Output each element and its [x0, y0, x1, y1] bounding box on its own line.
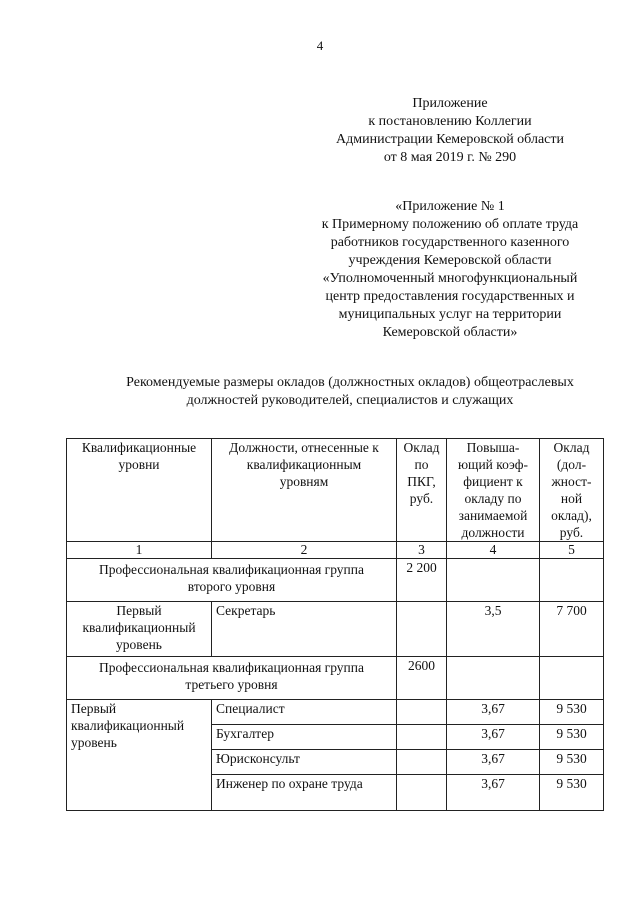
header-positions: Должности, отнесенные к квалификационным уровням	[212, 439, 397, 542]
empty-cell	[397, 725, 447, 750]
title-line: должностей руководителей, специалистов и служащих	[186, 393, 514, 408]
salary-table	[66, 438, 604, 811]
position-name: Бухгалтер	[212, 725, 397, 750]
empty-cell	[397, 602, 447, 657]
salary-value: 9 530	[540, 775, 604, 811]
group-pkg-salary: 2 200	[397, 559, 447, 602]
appendix-line: Приложение	[412, 96, 488, 111]
table-header-row	[67, 439, 604, 542]
coefficient-value: 3,67	[447, 775, 540, 811]
group-pkg-salary: 2600	[397, 657, 447, 700]
position-name: Юрисконсульт	[212, 750, 397, 775]
appendix-heading	[300, 95, 600, 167]
group-row	[67, 559, 604, 602]
appendix1-line: «Приложение № 1	[395, 199, 505, 214]
qualification-level: Первый квалификационный уровень	[67, 602, 212, 657]
salary-value: 9 530	[540, 700, 604, 725]
position-name: Специалист	[212, 700, 397, 725]
document-title	[60, 374, 640, 410]
column-numbers-row	[67, 542, 604, 559]
qualification-level: Первый квалификационный уровень	[67, 700, 212, 811]
column-number: 3	[397, 542, 447, 559]
title-line: Рекомендуемые размеры окладов (должностных окладов) общеотраслевых	[126, 375, 574, 390]
empty-cell	[397, 700, 447, 725]
appendix1-heading	[290, 198, 610, 342]
table-row	[67, 602, 604, 657]
coefficient-value: 3,67	[447, 700, 540, 725]
group-label: Профессиональная квалификационная группа второго уровня	[67, 559, 397, 602]
empty-cell	[447, 657, 540, 700]
page-number: 4	[316, 38, 324, 53]
appendix1-line: к Примерному положению об оплате труда	[321, 217, 579, 232]
salary-value: 9 530	[540, 750, 604, 775]
empty-cell	[397, 750, 447, 775]
appendix1-line: Кемеровской области»	[382, 325, 518, 340]
header-official-salary: Оклад (дол- жност- ной оклад), руб.	[540, 439, 604, 542]
position-name: Инженер по охране труда	[212, 775, 397, 811]
appendix1-line: муниципальных услуг на территории	[338, 307, 562, 322]
appendix1-line: учреждения Кемеровской области	[348, 253, 552, 268]
column-number: 1	[67, 542, 212, 559]
group-label: Профессиональная квалификационная группа третьего уровня	[67, 657, 397, 700]
salary-value: 7 700	[540, 602, 604, 657]
coefficient-value: 3,5	[447, 602, 540, 657]
position-name: Секретарь	[212, 602, 397, 657]
appendix-line: от 8 мая 2019 г. № 290	[383, 150, 517, 165]
salary-value: 9 530	[540, 725, 604, 750]
appendix1-line: «Уполномоченный многофункциональный	[322, 271, 578, 286]
column-number: 2	[212, 542, 397, 559]
header-qualification-levels: Квалификационные уровни	[67, 439, 212, 542]
column-number: 4	[447, 542, 540, 559]
header-coefficient: Повыша- ющий коэф- фициент к окладу по занимаемой должности	[447, 439, 540, 542]
header-pkg-salary: Оклад по ПКГ, руб.	[397, 439, 447, 542]
table-row	[67, 700, 604, 725]
group-row	[67, 657, 604, 700]
empty-cell	[447, 559, 540, 602]
coefficient-value: 3,67	[447, 750, 540, 775]
appendix-line: к постановлению Коллегии	[368, 114, 532, 129]
appendix-line: Администрации Кемеровской области	[336, 132, 564, 147]
empty-cell	[397, 775, 447, 811]
empty-cell	[540, 559, 604, 602]
column-number: 5	[540, 542, 604, 559]
appendix1-line: центр предоставления государственных и	[325, 289, 575, 304]
empty-cell	[540, 657, 604, 700]
appendix1-line: работников государственного казенного	[330, 235, 570, 250]
coefficient-value: 3,67	[447, 725, 540, 750]
